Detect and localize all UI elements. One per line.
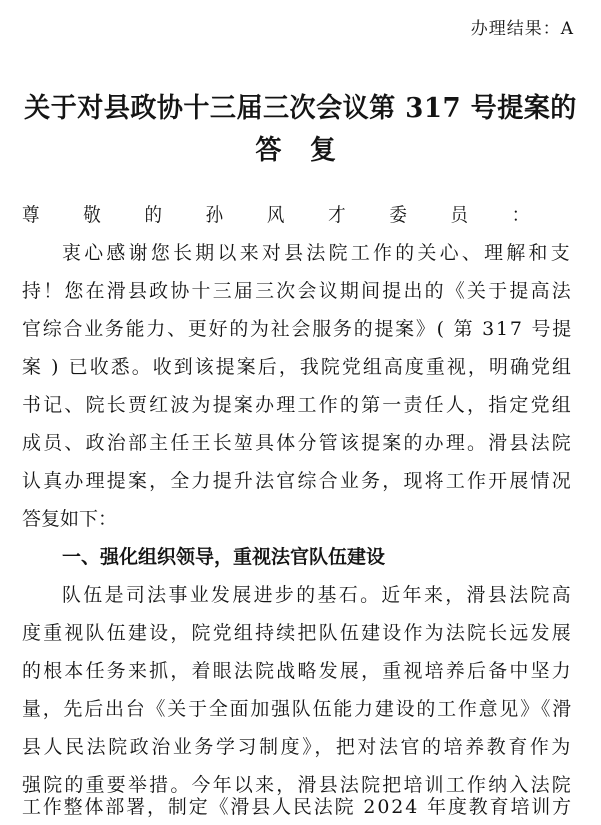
paragraph-line (0, 426, 601, 460)
paragraph-line (0, 654, 601, 688)
paragraph-line (0, 790, 601, 824)
paragraph-line-text: 工作整体部署，制定《滑县人民法院 2024 年度教育培训方 (22, 796, 573, 818)
document-title-line-2: 答 复 (255, 135, 346, 166)
paragraph-line-text: 衷心感谢您长期以来对县法院工作的关心、理解和支 (62, 242, 573, 264)
paragraph-line (0, 578, 601, 612)
paragraph-line-text: 队伍是司法事业发展进步的基石。近年来，滑县法院高 (62, 584, 573, 606)
paragraph-line (0, 236, 601, 270)
paragraph-line (0, 312, 601, 346)
paragraph-line (0, 502, 601, 536)
paragraph-line-text: 强院的重要举措。今年以来，滑县法院把培训工作纳入法院 (22, 774, 573, 796)
handling-result: 办理结果：A (470, 19, 574, 39)
paragraph-line-text: 量，先后出台《关于全面加强队伍能力建设的工作意见》《滑 (22, 698, 573, 720)
section-heading: 一、强化组织领导，重视法官队伍建设 (62, 546, 386, 568)
paragraph-line (0, 388, 601, 422)
section-heading-line (0, 540, 601, 574)
paragraph-line-text: 认真办理提案，全力提升法官综合业务，现将工作开展情况 (22, 470, 573, 492)
salutation-line (0, 198, 601, 232)
paragraph-line-text: 度重视队伍建设，院党组持续把队伍建设作为法院长远发展 (22, 622, 573, 644)
paragraph-line-text: 的根本任务来抓，着眼法院战略发展，重视培养后备中坚力 (22, 660, 573, 682)
paragraph-line-text: 答复如下： (22, 508, 118, 530)
paragraph-line (0, 730, 601, 764)
paragraph-line (0, 616, 601, 650)
document-title-line-1: 关于对县政协十三届三次会议第 317 号提案的 (24, 93, 577, 124)
paragraph-line-text: 持！您在滑县政协十三届三次会议期间提出的《关于提高法 (22, 280, 573, 302)
paragraph-line (0, 692, 601, 726)
paragraph-line-text: 官综合业务能力、更好的为社会服务的提案》( 第 317 号提 (22, 318, 573, 340)
salutation: 尊敬的孙风才委员： (22, 204, 573, 226)
paragraph-line (0, 274, 601, 308)
paragraph-line (0, 464, 601, 498)
paragraph-line-text: 成员、政治部主任王长堃具体分管该提案的办理。滑县法院 (22, 432, 573, 454)
paragraph-line-text: 案 ) 已收悉。收到该提案后，我院党组高度重视，明确党组 (22, 356, 573, 378)
paragraph-line-text: 县人民法院政治业务学习制度》，把对法官的培养教育作为 (22, 736, 573, 758)
paragraph-line-text: 书记、院长贾红波为提案办理工作的第一责任人，指定党组 (22, 394, 573, 416)
paragraph-line (0, 350, 601, 384)
